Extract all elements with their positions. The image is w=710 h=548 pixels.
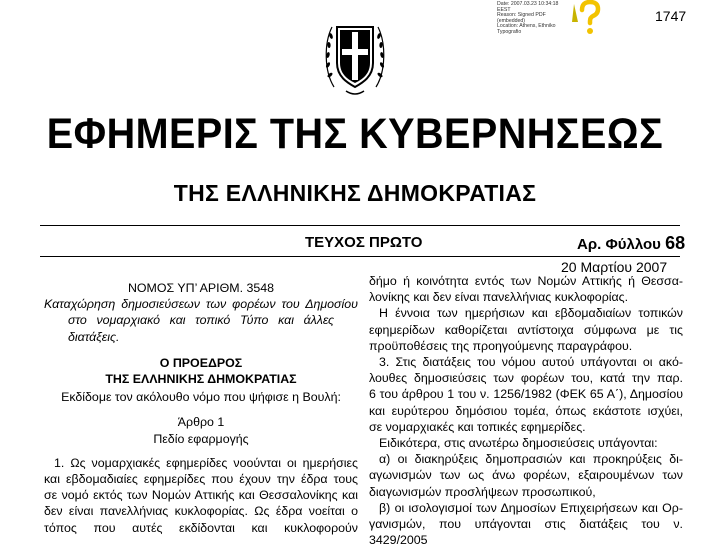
paragraph-line: δεν είναι πανελλήνιας κυκλοφορίας. Ως έδρα νοείται ο xyxy=(44,504,358,519)
law-title-line: στο νομαρχιακό και τοπικό Τύπο και άλλες xyxy=(68,313,334,328)
law-title-line: διατάξεις. xyxy=(68,329,120,344)
right-column xyxy=(369,273,683,548)
top-rule xyxy=(40,225,680,226)
paragraph-line: εφημερίδων καθορίζεται αντίστοιχα σύμφωνα με τις xyxy=(369,322,683,337)
paragraph-line: 6 του άρθρου 1 του ν. 1256/1982 (ΦΕΚ 65 Α΄), Δημοσίου xyxy=(369,387,683,402)
article-number: Άρθρο 1 xyxy=(177,415,225,430)
signature-question-mark-icon[interactable] xyxy=(560,0,610,38)
sheet-label: Αρ. Φύλλου xyxy=(577,236,661,253)
paragraph-line: λονίκης και δεν είναι πανελλήνιας κυκλοφορίας. xyxy=(369,290,629,305)
signature-line: Typografio xyxy=(497,28,522,35)
paragraph-line: Η έννοια των ημερήσιων και εβδομαδιαίων τοπικών xyxy=(379,306,683,321)
paragraph-line: λουθες δημοσιεύσεις των φορέων του, κατά την παρ. xyxy=(369,371,683,386)
paragraph-line: 1. Ως νομαρχιακές εφημερίδες νοούνται οι ημερήσιες xyxy=(54,455,358,470)
paragraph-line: 3. Στις διατάξεις του νόμου αυτού υπάγονται οι ακό- xyxy=(379,355,683,370)
signature-line: EEST xyxy=(497,6,511,13)
paragraph-line: προϋποθέσεις της προηγούμενης παραγράφου. xyxy=(369,338,633,353)
greek-coat-of-arms-emblem xyxy=(322,13,388,99)
paragraph-line: και εβδομαδιαίες εφημερίδες που έχουν την έδρα τους xyxy=(44,472,358,487)
paragraph-line: δήμο ή κοινότητα εντός των Νομών Αττικής ή Θεσσα- xyxy=(369,274,683,288)
paragraph-line: β) οι ισολογισμοί των Δημοσίων Επιχειρήσεων και Ορ- xyxy=(379,500,683,515)
paragraph-line: α) οι διακηρύξεις δημοπρασιών και προκηρύξεις δι- xyxy=(379,452,683,467)
signature-line: Location: Athens, Ethniko xyxy=(497,23,556,30)
gazette-subtitle: ΤΗΣ ΕΛΛΗΝΙΚΗΣ ΔΗΜΟΚΡΑΤΙΑΣ xyxy=(173,180,537,206)
paragraph-line: και ευρύτερου δημόσιου τομέα, όπως εκάστοτε ισχύει, xyxy=(369,403,683,418)
paragraph-line: Ειδικότερα, στις ανωτέρω δημοσιεύσεις υπάγονται: xyxy=(379,436,658,451)
paragraph-line: σε νομαρχιακές και τοπικές εφημερίδες. xyxy=(369,419,586,434)
paragraph-line: διαγωνισμών προσλήψεων προσωπικού, xyxy=(369,484,596,499)
law-number: ΝΟΜΟΣ ΥΠ’ ΑΡΙΘΜ. 3548 xyxy=(127,281,275,295)
sheet-number: 68 xyxy=(665,233,686,253)
paragraph-line: τόπος που αυτές εκδίδονται και κυκλοφορούν xyxy=(44,520,358,535)
signature-line: (embedded) xyxy=(497,17,525,24)
signature-line: Date: 2007.03.23 10:34:18 xyxy=(497,1,559,7)
bottom-rule xyxy=(40,256,680,257)
paragraph-line: γανισμών, που υπάγονται στις διατάξεις του ν. 3429/2005 xyxy=(369,517,683,548)
signature-line: Reason: Signed PDF xyxy=(497,12,546,19)
paragraph-line: σε νομό εκτός των Νομών Αττικής και Θεσσαλονίκης και xyxy=(44,488,358,503)
president-heading: Ο ΠΡΟΕΔΡΟΣ xyxy=(159,355,243,370)
gazette-title: ΕΦΗΜΕΡΙΣ ΤΗΣ ΚΥΒΕΡΝΗΣΕΩΣ xyxy=(46,110,664,158)
page-number: 1747 xyxy=(655,8,687,24)
publication-date: 20 Μαρτίου 2007 xyxy=(561,259,668,275)
president-heading: ΤΗΣ ΕΛΛΗΝΙΚΗΣ ΔΗΜΟΚΡΑΤΙΑΣ xyxy=(105,372,297,387)
law-title-line: Καταχώρηση δημοσιεύσεων των φορέων του Δημοσίου xyxy=(44,297,358,312)
paragraph-line: αγωνισμών των ως άνω φορέων, εξαιρουμένων των xyxy=(369,468,683,483)
issue-label: ΤΕΥΧΟΣ ΠΡΩΤΟ xyxy=(305,234,423,251)
article-title: Πεδίο εφαρμογής xyxy=(153,431,249,446)
sheet-number-label xyxy=(577,233,685,254)
left-column xyxy=(44,280,358,536)
enactment-clause: Εκδίδομε τον ακόλουθο νόμο που ψήφισε η Βουλή: xyxy=(61,390,341,405)
